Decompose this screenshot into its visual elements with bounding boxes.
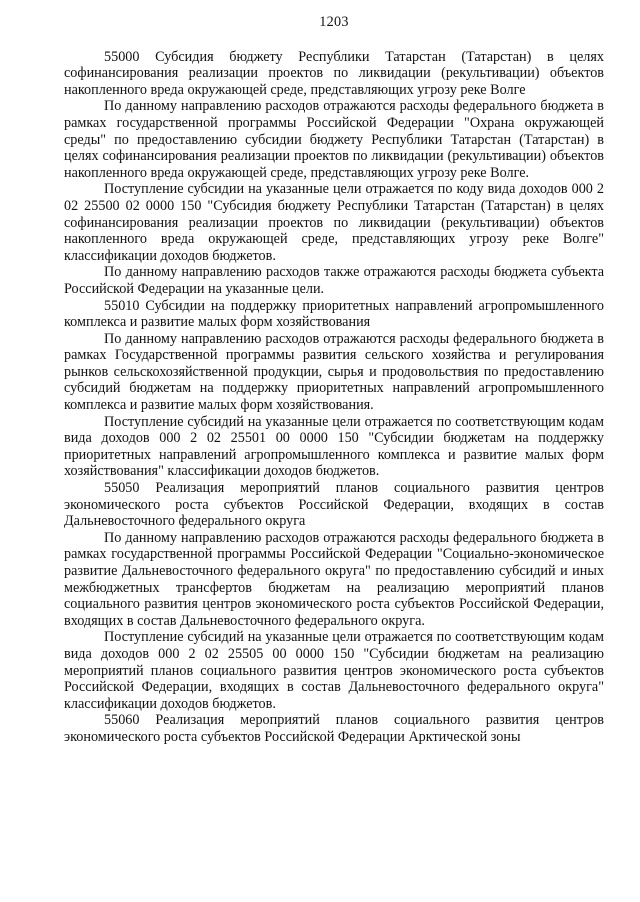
paragraph-55010-revenue: Поступление субсидий на указанные цели отражается по соответствующим кодам вида доходов 000 2 02 25501 00 0000 150 "Субсидии бюджетам на поддержку приоритетных направлений агропромышленного комплекса и развитие малых форм хозяйствования" классификации доходов бюджетов. bbox=[64, 413, 604, 480]
page-number: 1203 bbox=[319, 14, 349, 30]
paragraph-55000-revenue: Поступление субсидии на указанные цели отражается по коду вида доходов 000 2 02 25500 02 0000 150 "Субсидия бюджету Республики Татарстан (Татарстан) в целях софинансирования реализации проектов по ликвидации (рекультивации) объектов накопленного вреда окружающей среде, представляющих угрозу реке Волге" классификации доходов бюджетов. bbox=[64, 181, 604, 264]
paragraph-55010-heading: 55010 Субсидии на поддержку приоритетных направлений агропромышленного комплекса и развитие малых форм хозяйствования bbox=[64, 297, 604, 331]
paragraph-55010-expenses: По данному направлению расходов отражаются расходы федерального бюджета в рамках Государственной программы развития сельского хозяйства и регулирования рынков сельскохозяйственной продукции, сырья и продовольствия по предоставлению субсидий бюджетам на поддержку приоритетных направлений агропромышленного комплекса и развитие малых форм хозяйствования. bbox=[64, 330, 604, 414]
paragraph-55000-expenses: По данному направлению расходов отражаются расходы федерального бюджета в рамках государственной программы Российской Федерации "Охрана окружающей среды" по предоставлению субсидии бюджету Республики Татарстан (Татарстан) в целях софинансирования реализации проектов по ликвидации (рекультивации) объектов накопленного вреда окружающей среде, представляющих угрозу реке Волге. bbox=[64, 98, 604, 181]
paragraph-55000-heading: 55000 Субсидия бюджету Республики Татарстан (Татарстан) в целях софинансирования реализации проектов по ликвидации (рекультивации) объектов накопленного вреда окружающей среде, представляющих угрозу реке Волге bbox=[64, 48, 604, 98]
paragraph-55050-revenue: Поступление субсидий на указанные цели отражается по соответствующим кодам вида доходов 000 2 02 25505 00 0000 150 "Субсидии бюджетам на реализацию мероприятий планов социального развития центров экономического роста субъектов Российской Федерации, входящих в состав Дальневосточного федерального округа" классификации доходов бюджетов. bbox=[64, 629, 604, 712]
paragraph-55050-expenses: По данному направлению расходов отражаются расходы федерального бюджета в рамках государственной программы Российской Федерации "Социально-экономическое развитие Дальневосточного федерального округа" по предоставлению субсидий и иных межбюджетных трансфертов бюджетам на реализацию мероприятий планов социального развития центров экономического роста субъектов Российской Федерации, входящих в состав Дальневосточного федерального округа. bbox=[64, 529, 604, 629]
paragraph-55050-heading: 55050 Реализация мероприятий планов социального развития центров экономического роста субъектов Российской Федерации, входящих в состав Дальневосточного федерального округа bbox=[64, 480, 604, 530]
paragraph-55000-regional: По данному направлению расходов также отражаются расходы бюджета субъекта Российской Федерации на указанные цели. bbox=[64, 264, 604, 297]
paragraph-55060-heading: 55060 Реализация мероприятий планов социального развития центров экономического роста субъектов Российской Федерации Арктической зоны bbox=[64, 712, 604, 745]
